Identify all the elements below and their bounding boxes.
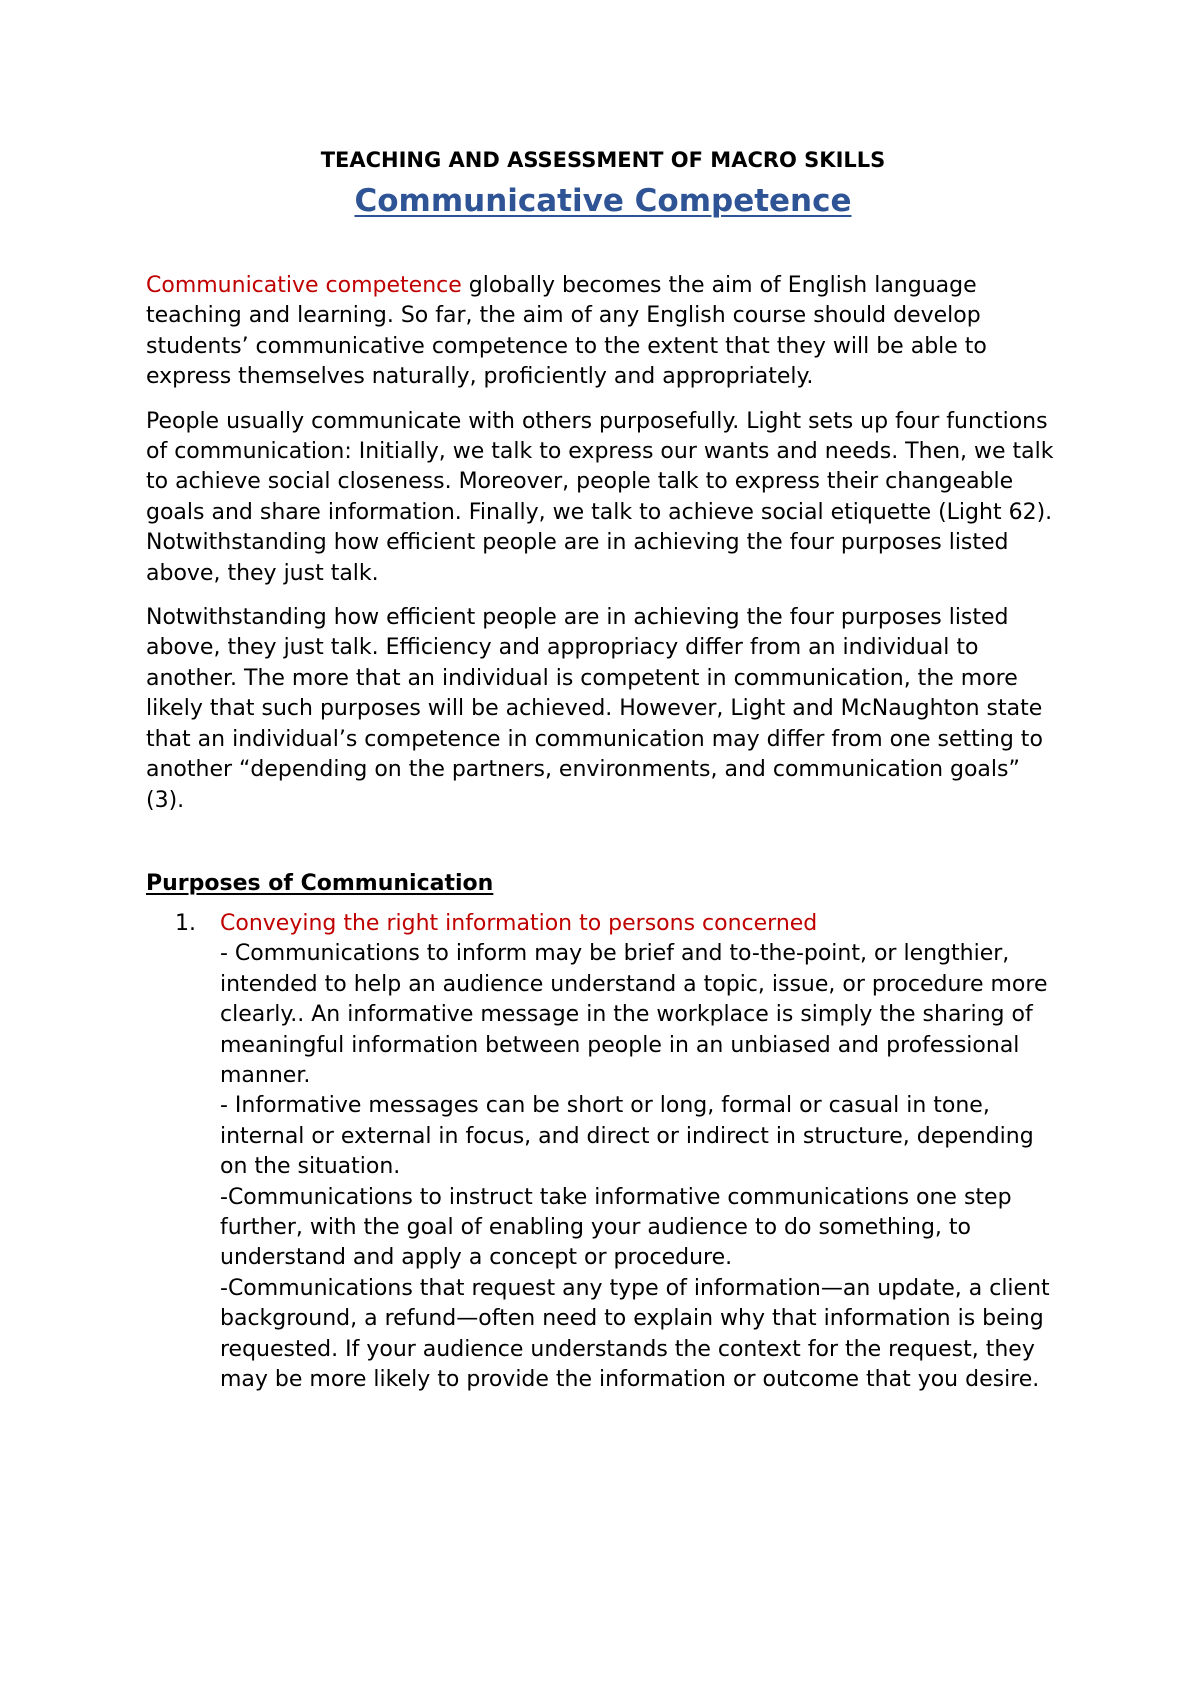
topic-title <box>146 179 1060 223</box>
purposes-heading: Purposes of Communication <box>146 870 494 896</box>
list-item-number: 1. <box>175 910 196 936</box>
topic-title-text: Communicative Competence <box>354 183 852 219</box>
intro-text: globally becomes the aim of English language teaching and learning. So far, the aim of any English course should develop students’ communicative competence to the extent that they will be able to express themselves naturally, proficiently and appropriately. <box>146 273 987 390</box>
intro-highlight: Communicative competence <box>146 273 462 298</box>
course-title: TEACHING AND ASSESSMENT OF MACRO SKILLS <box>320 148 886 172</box>
intro-paragraph <box>146 271 1060 393</box>
list-item-line: - Informative messages can be short or long, formal or casual in tone, internal or external in focus, and direct or indirect in structure, depending on the situation. <box>220 1093 1034 1180</box>
efficiency-paragraph: Notwithstanding how efficient people are in achieving the four purposes listed above, they just talk. Efficiency and appropriacy differ from an individual to another. The more that an individual is competent in communication, the more likely that such purposes will be achieved. However, Light and McNaughton state that an individual’s competence in communication may differ from one setting to another “depending on the partners, environments, and communication goals” (3). <box>146 605 1043 813</box>
purposes-list <box>146 909 1060 1396</box>
list-item-line: -Communications that request any type of information—an update, a client background, a refund—often need to explain why that information is being requested. If your audience understands the context for the request, they may be more likely to provide the information or outcome that you desire. <box>220 1275 1050 1392</box>
functions-paragraph: People usually communicate with others purposefully. Light sets up four functions of communication: Initially, we talk to express our wants and needs. Then, we talk to achieve social closeness. Moreover, people talk to express their changeable goals and share information. Finally, we talk to achieve social etiquette (Light 62). Notwithstanding how efficient people are in achieving the four purposes listed above, they just talk. <box>146 408 1054 586</box>
list-item-title: Conveying the right information to persons concerned <box>220 910 818 936</box>
list-item-line: - Communications to inform may be brief and to-the-point, or lengthier, intended to help an audience understand a topic, issue, or procedure more clearly.. An informative message in the workplace is simply the sharing of meaningful information between people in an unbiased and professional manner. <box>220 941 1048 1088</box>
list-item-line: -Communications to instruct take informative communications one step further, with the goal of enabling your audience to do something, to understand and apply a concept or procedure. <box>220 1184 1012 1271</box>
list-item <box>146 909 1060 1396</box>
